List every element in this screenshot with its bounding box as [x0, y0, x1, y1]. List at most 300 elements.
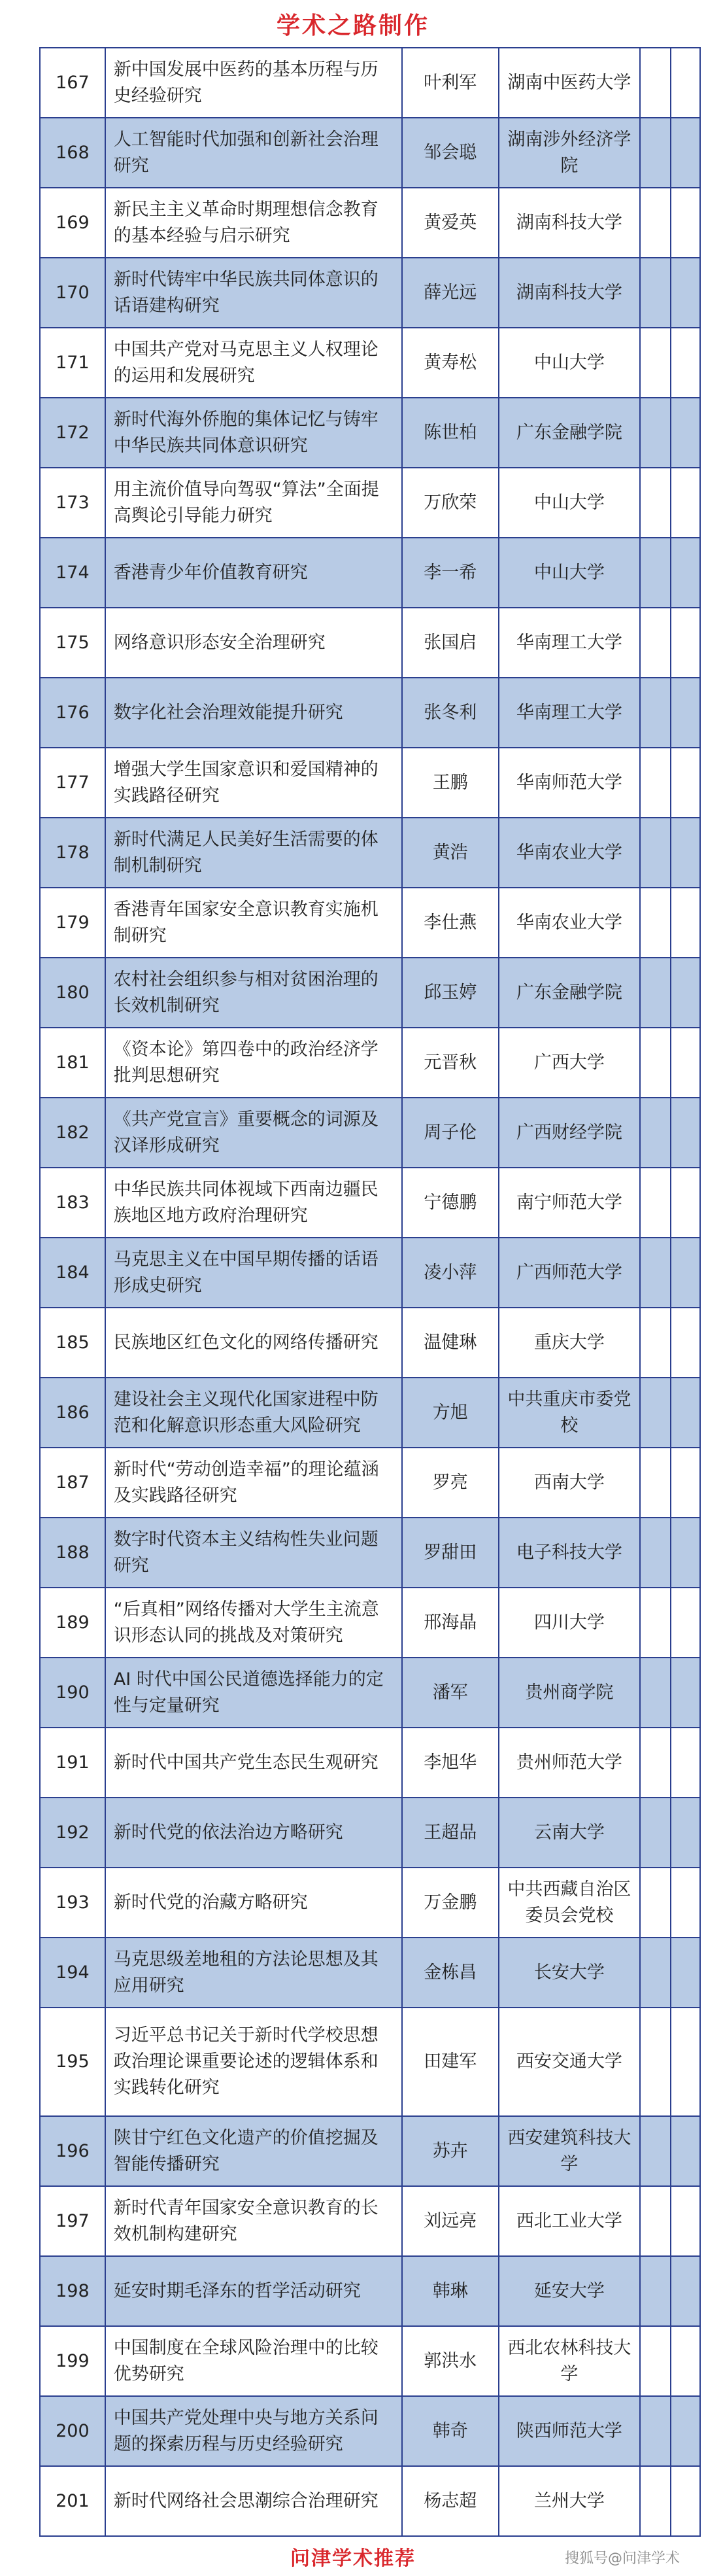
page-footer	[0, 2537, 706, 2576]
empty-cell	[641, 468, 671, 537]
project-title-text: 新时代青年国家安全意识教育的长效机制构建研究	[113, 2197, 378, 2244]
table-row	[41, 258, 701, 328]
table-row	[41, 48, 701, 118]
row-number-text: 175	[56, 632, 90, 653]
project-author-text: 宁德鹏	[424, 1192, 477, 1213]
project-author	[403, 2117, 499, 2185]
table-row	[41, 2327, 701, 2397]
project-unit	[499, 2327, 641, 2395]
empty-cell	[641, 258, 671, 327]
project-title	[106, 1448, 403, 1517]
project-title-text: 农村社会组织参与相对贫困治理的长效机制研究	[113, 969, 378, 1016]
project-author	[403, 678, 499, 747]
table-row	[41, 1798, 701, 1868]
project-author-text: 黄浩	[432, 842, 468, 863]
project-title	[106, 1238, 403, 1307]
project-title	[106, 1938, 403, 2007]
table-row	[41, 1448, 701, 1518]
table-row	[41, 1308, 701, 1378]
empty-cell	[671, 1518, 701, 1587]
table-row	[41, 888, 701, 958]
empty-cell	[641, 1728, 671, 1797]
project-unit	[499, 2257, 641, 2325]
project-unit	[499, 1798, 641, 1867]
empty-cell	[671, 1238, 701, 1307]
project-author	[403, 1168, 499, 1237]
project-title-text: 新时代网络社会思潮综合治理研究	[113, 2490, 378, 2511]
project-title	[106, 678, 403, 747]
project-title-text: 马克思级差地租的方法论思想及其应用研究	[113, 1949, 378, 1996]
empty-cell	[671, 1588, 701, 1657]
project-unit-text: 四川大学	[533, 1612, 605, 1633]
project-unit-text: 华南农业大学	[516, 842, 622, 863]
project-unit	[499, 1518, 641, 1587]
empty-cell	[641, 2467, 671, 2535]
row-number-text: 197	[56, 2210, 90, 2231]
project-unit	[499, 188, 641, 257]
row-number	[41, 1238, 106, 1307]
project-author-text: 万欣荣	[424, 492, 477, 513]
row-number-text: 201	[56, 2490, 90, 2511]
row-number-text: 173	[56, 492, 90, 513]
project-unit-text: 华南师范大学	[516, 772, 622, 793]
project-title-text: 新时代满足人民美好生活需要的体制机制研究	[113, 829, 378, 876]
empty-cell	[671, 2257, 701, 2325]
project-author	[403, 958, 499, 1027]
row-number-text: 183	[56, 1192, 90, 1213]
project-author	[403, 2257, 499, 2325]
row-number-text: 176	[56, 702, 90, 723]
project-author	[403, 2008, 499, 2115]
project-title	[106, 48, 403, 117]
project-title	[106, 608, 403, 677]
project-author	[403, 2327, 499, 2395]
table-row	[41, 1728, 701, 1798]
project-title	[106, 818, 403, 887]
row-number	[41, 2257, 106, 2325]
project-author	[403, 1448, 499, 1517]
table-row	[41, 748, 701, 818]
empty-cell	[671, 468, 701, 537]
empty-cell	[641, 48, 671, 117]
empty-cell	[641, 1448, 671, 1517]
empty-cell	[671, 1098, 701, 1167]
table-row	[41, 1378, 701, 1448]
project-title-text: “后真相”网络传播对大学生主流意识形态认同的挑战及对策研究	[113, 1599, 379, 1646]
empty-cell	[641, 2327, 671, 2395]
project-title	[106, 958, 403, 1027]
empty-cell	[671, 2327, 701, 2395]
project-author	[403, 1378, 499, 1447]
empty-cell	[641, 748, 671, 817]
project-unit	[499, 258, 641, 327]
project-title-text: 数字时代资本主义结构性失业问题研究	[113, 1529, 378, 1576]
empty-cell	[671, 398, 701, 467]
project-title	[106, 1168, 403, 1237]
project-title-text: 新时代“劳动创造幸福”的理论蕴涵及实践路径研究	[113, 1459, 379, 1506]
row-number	[41, 678, 106, 747]
project-title-text: 新时代党的治藏方略研究	[113, 1892, 308, 1913]
row-number	[41, 1658, 106, 1727]
row-number	[41, 258, 106, 327]
project-author	[403, 1518, 499, 1587]
project-author	[403, 328, 499, 397]
empty-cell	[641, 2397, 671, 2465]
project-title	[106, 2008, 403, 2115]
row-number-text: 186	[56, 1402, 90, 1423]
table-row	[41, 1518, 701, 1588]
empty-cell	[671, 888, 701, 957]
table-row	[41, 1098, 701, 1168]
row-number-text: 195	[56, 2051, 90, 2072]
project-title	[106, 1658, 403, 1727]
table-row	[41, 2008, 701, 2117]
row-number	[41, 118, 106, 187]
project-author-text: 黄寿松	[424, 352, 477, 373]
project-title-text: 新时代中国共产党生态民生观研究	[113, 1752, 378, 1773]
table-row	[41, 538, 701, 608]
row-number-text: 172	[56, 422, 90, 443]
project-author-text: 邢海晶	[424, 1612, 477, 1633]
table-row	[41, 188, 701, 258]
project-title	[106, 2397, 403, 2465]
empty-cell	[641, 1308, 671, 1377]
project-unit-text: 广东金融学院	[516, 422, 622, 443]
project-title-text: 新民主主义革命时期理想信念教育的基本经验与启示研究	[113, 199, 378, 246]
empty-cell	[671, 608, 701, 677]
project-unit	[499, 608, 641, 677]
project-unit-text: 中山大学	[533, 492, 605, 513]
row-number	[41, 188, 106, 257]
empty-cell	[641, 188, 671, 257]
table-row	[41, 398, 701, 468]
project-title-text: 香港青年国家安全意识教育实施机制研究	[113, 899, 378, 946]
project-unit	[499, 818, 641, 887]
project-title	[106, 328, 403, 397]
project-author	[403, 2397, 499, 2465]
project-title-text: 陕甘宁红色文化遗产的价值挖掘及智能传播研究	[113, 2127, 378, 2174]
row-number	[41, 818, 106, 887]
row-number	[41, 398, 106, 467]
empty-cell	[641, 608, 671, 677]
project-author-text: 万金鹏	[424, 1892, 477, 1913]
project-unit-text: 贵州商学院	[525, 1682, 614, 1703]
project-author-text: 韩琳	[432, 2280, 468, 2301]
empty-cell	[641, 118, 671, 187]
empty-cell	[671, 1728, 701, 1797]
project-author-text: 罗亮	[432, 1472, 468, 1493]
header-title: 学术之路制作	[276, 12, 429, 39]
project-title	[106, 398, 403, 467]
project-title	[106, 1378, 403, 1447]
project-title-text: 新中国发展中医药的基本历程与历史经验研究	[113, 59, 378, 106]
table-row	[41, 818, 701, 888]
row-number-text: 198	[56, 2280, 90, 2301]
row-number	[41, 1308, 106, 1377]
row-number-text: 169	[56, 212, 90, 233]
project-title-text: 香港青少年价值教育研究	[113, 562, 308, 583]
project-unit	[499, 2397, 641, 2465]
empty-cell	[671, 1938, 701, 2007]
table-row	[41, 2117, 701, 2187]
project-author-text: 邹会聪	[424, 142, 477, 163]
project-unit-text: 长安大学	[533, 1962, 605, 1983]
project-author	[403, 1028, 499, 1097]
project-author-text: 黄爱英	[424, 212, 477, 233]
project-unit-text: 兰州大学	[533, 2490, 605, 2511]
project-author	[403, 888, 499, 957]
empty-cell	[671, 1658, 701, 1727]
table-row	[41, 2257, 701, 2327]
project-author-text: 张冬利	[424, 702, 477, 723]
row-number-text: 171	[56, 352, 90, 373]
row-number	[41, 958, 106, 1027]
project-unit	[499, 1448, 641, 1517]
project-title	[106, 1028, 403, 1097]
row-number-text: 168	[56, 142, 90, 163]
row-number	[41, 1938, 106, 2007]
project-unit	[499, 678, 641, 747]
project-unit	[499, 1868, 641, 1937]
empty-cell	[671, 1308, 701, 1377]
row-number	[41, 888, 106, 957]
project-unit	[499, 118, 641, 187]
row-number-text: 196	[56, 2140, 90, 2161]
project-author-text: 郭洪水	[424, 2350, 477, 2371]
project-title-text: 中国共产党对马克思主义人权理论的运用和发展研究	[113, 339, 378, 386]
project-title-text: 新时代党的依法治边方略研究	[113, 1822, 343, 1843]
project-author-text: 王鹏	[432, 772, 468, 793]
project-title	[106, 1728, 403, 1797]
empty-cell	[641, 2008, 671, 2115]
project-unit	[499, 328, 641, 397]
project-unit-text: 南宁师范大学	[516, 1192, 622, 1213]
table-row	[41, 1658, 701, 1728]
project-author	[403, 1868, 499, 1937]
project-unit	[499, 1588, 641, 1657]
project-author-text: 李一希	[424, 562, 477, 583]
project-title-text: 数字化社会治理效能提升研究	[113, 702, 343, 723]
row-number	[41, 608, 106, 677]
project-unit	[499, 468, 641, 537]
empty-cell	[671, 1028, 701, 1097]
table-row	[41, 2397, 701, 2467]
project-author	[403, 1938, 499, 2007]
row-number-text: 192	[56, 1822, 90, 1843]
project-author	[403, 1238, 499, 1307]
project-author	[403, 118, 499, 187]
project-unit	[499, 888, 641, 957]
project-unit	[499, 1938, 641, 2007]
table-row	[41, 468, 701, 538]
project-author-text: 刘远亮	[424, 2210, 477, 2231]
project-unit	[499, 2117, 641, 2185]
empty-cell	[671, 1798, 701, 1867]
empty-cell	[641, 328, 671, 397]
project-unit-text: 广西财经学院	[516, 1122, 622, 1143]
project-author-text: 邱玉婷	[424, 982, 477, 1003]
project-author-text: 潘军	[432, 1682, 468, 1703]
empty-cell	[641, 2187, 671, 2255]
project-unit	[499, 1728, 641, 1797]
project-author-text: 叶利军	[424, 72, 477, 93]
project-title	[106, 1308, 403, 1377]
row-number-text: 177	[56, 772, 90, 793]
project-title-text: 民族地区红色文化的网络传播研究	[113, 1332, 378, 1353]
project-author-text: 杨志超	[424, 2490, 477, 2511]
row-number	[41, 328, 106, 397]
project-unit	[499, 48, 641, 117]
project-unit-text: 云南大学	[533, 1822, 605, 1843]
project-unit	[499, 1238, 641, 1307]
project-title	[106, 188, 403, 257]
table-row	[41, 2187, 701, 2257]
empty-cell	[671, 258, 701, 327]
project-title	[106, 748, 403, 817]
project-unit-text: 延安大学	[533, 2280, 605, 2301]
project-title	[106, 2187, 403, 2255]
project-author	[403, 1098, 499, 1167]
project-author	[403, 1658, 499, 1727]
project-unit-text: 中共西藏自治区委员会党校	[507, 1879, 631, 1926]
empty-cell	[641, 1588, 671, 1657]
row-number-text: 194	[56, 1962, 90, 1983]
project-author-text: 陈世柏	[424, 422, 477, 443]
project-title	[106, 1588, 403, 1657]
project-author-text: 罗甜田	[424, 1542, 477, 1563]
project-unit-text: 湖南中医药大学	[507, 72, 631, 93]
empty-cell	[671, 678, 701, 747]
project-unit-text: 中共重庆市委党校	[507, 1389, 631, 1436]
project-title	[106, 1798, 403, 1867]
table-row	[41, 1938, 701, 2008]
project-unit-text: 广西师范大学	[516, 1262, 622, 1283]
row-number-text: 199	[56, 2350, 90, 2371]
table-row	[41, 1588, 701, 1658]
row-number-text: 179	[56, 912, 90, 933]
project-author	[403, 398, 499, 467]
table-row	[41, 2467, 701, 2537]
row-number	[41, 2187, 106, 2255]
empty-cell	[671, 328, 701, 397]
project-author	[403, 2187, 499, 2255]
project-author-text: 王超品	[424, 1822, 477, 1843]
project-unit-text: 电子科技大学	[516, 1542, 622, 1563]
row-number	[41, 1798, 106, 1867]
watermark: 搜狐号@问津学术	[564, 2550, 680, 2567]
project-title	[106, 2467, 403, 2535]
row-number	[41, 1448, 106, 1517]
project-title-text: AI 时代中国公民道德选择能力的定性与定量研究	[113, 1669, 384, 1716]
row-number-text: 178	[56, 842, 90, 863]
row-number	[41, 1168, 106, 1237]
project-title	[106, 118, 403, 187]
project-author-text: 温健琳	[424, 1332, 477, 1353]
empty-cell	[641, 1238, 671, 1307]
project-author	[403, 2467, 499, 2535]
row-number	[41, 468, 106, 537]
project-title-text: 中华民族共同体视域下西南边疆民族地区地方政府治理研究	[113, 1179, 378, 1226]
empty-cell	[641, 2257, 671, 2325]
empty-cell	[641, 888, 671, 957]
row-number	[41, 1728, 106, 1797]
project-author-text: 方旭	[432, 1402, 468, 1423]
empty-cell	[641, 1938, 671, 2007]
project-unit-text: 华南理工大学	[516, 632, 622, 653]
row-number-text: 191	[56, 1752, 90, 1773]
table-row	[41, 118, 701, 188]
project-author	[403, 468, 499, 537]
project-unit	[499, 2008, 641, 2115]
empty-cell	[671, 2467, 701, 2535]
empty-cell	[671, 118, 701, 187]
row-number	[41, 1588, 106, 1657]
project-unit-text: 中山大学	[533, 352, 605, 373]
project-author-text: 元晋秋	[424, 1052, 477, 1073]
table-row	[41, 1238, 701, 1308]
empty-cell	[671, 748, 701, 817]
row-number	[41, 2397, 106, 2465]
row-number	[41, 1378, 106, 1447]
table-row	[41, 1168, 701, 1238]
row-number-text: 187	[56, 1472, 90, 1493]
row-number	[41, 2327, 106, 2395]
empty-cell	[641, 1098, 671, 1167]
row-number	[41, 1028, 106, 1097]
project-unit-text: 西北农林科技大学	[507, 2337, 631, 2384]
project-unit-text: 华南理工大学	[516, 702, 622, 723]
project-title-text: 用主流价值导向驾驭“算法”全面提高舆论引导能力研究	[113, 479, 379, 526]
empty-cell	[671, 958, 701, 1027]
table-row	[41, 1028, 701, 1098]
project-title-text: 网络意识形态安全治理研究	[113, 632, 326, 653]
project-author	[403, 1798, 499, 1867]
footer-title: 问津学术推荐	[290, 2547, 416, 2570]
project-author-text: 韩奇	[432, 2420, 468, 2441]
project-unit-text: 西安建筑科技大学	[507, 2127, 631, 2174]
project-title-text: 人工智能时代加强和创新社会治理研究	[113, 129, 378, 176]
project-title	[106, 888, 403, 957]
project-title	[106, 1518, 403, 1587]
project-author	[403, 188, 499, 257]
row-number-text: 190	[56, 1682, 90, 1703]
project-author-text: 李旭华	[424, 1752, 477, 1773]
row-number-text: 170	[56, 282, 90, 303]
project-author	[403, 748, 499, 817]
empty-cell	[671, 1448, 701, 1517]
project-author	[403, 538, 499, 607]
empty-cell	[641, 818, 671, 887]
project-author-text: 田建军	[424, 2051, 477, 2072]
project-author-text: 薛光远	[424, 282, 477, 303]
project-author	[403, 608, 499, 677]
project-author	[403, 1728, 499, 1797]
empty-cell	[671, 188, 701, 257]
project-author	[403, 1588, 499, 1657]
empty-cell	[671, 538, 701, 607]
row-number	[41, 1098, 106, 1167]
row-number	[41, 2008, 106, 2115]
empty-cell	[641, 1868, 671, 1937]
project-unit	[499, 2467, 641, 2535]
empty-cell	[671, 818, 701, 887]
row-number	[41, 748, 106, 817]
project-unit-text: 湖南科技大学	[516, 282, 622, 303]
project-unit	[499, 748, 641, 817]
empty-cell	[671, 1168, 701, 1237]
project-unit-text: 西南大学	[533, 1472, 605, 1493]
project-title-text: 建设社会主义现代化国家进程中防范和化解意识形态重大风险研究	[113, 1389, 378, 1436]
